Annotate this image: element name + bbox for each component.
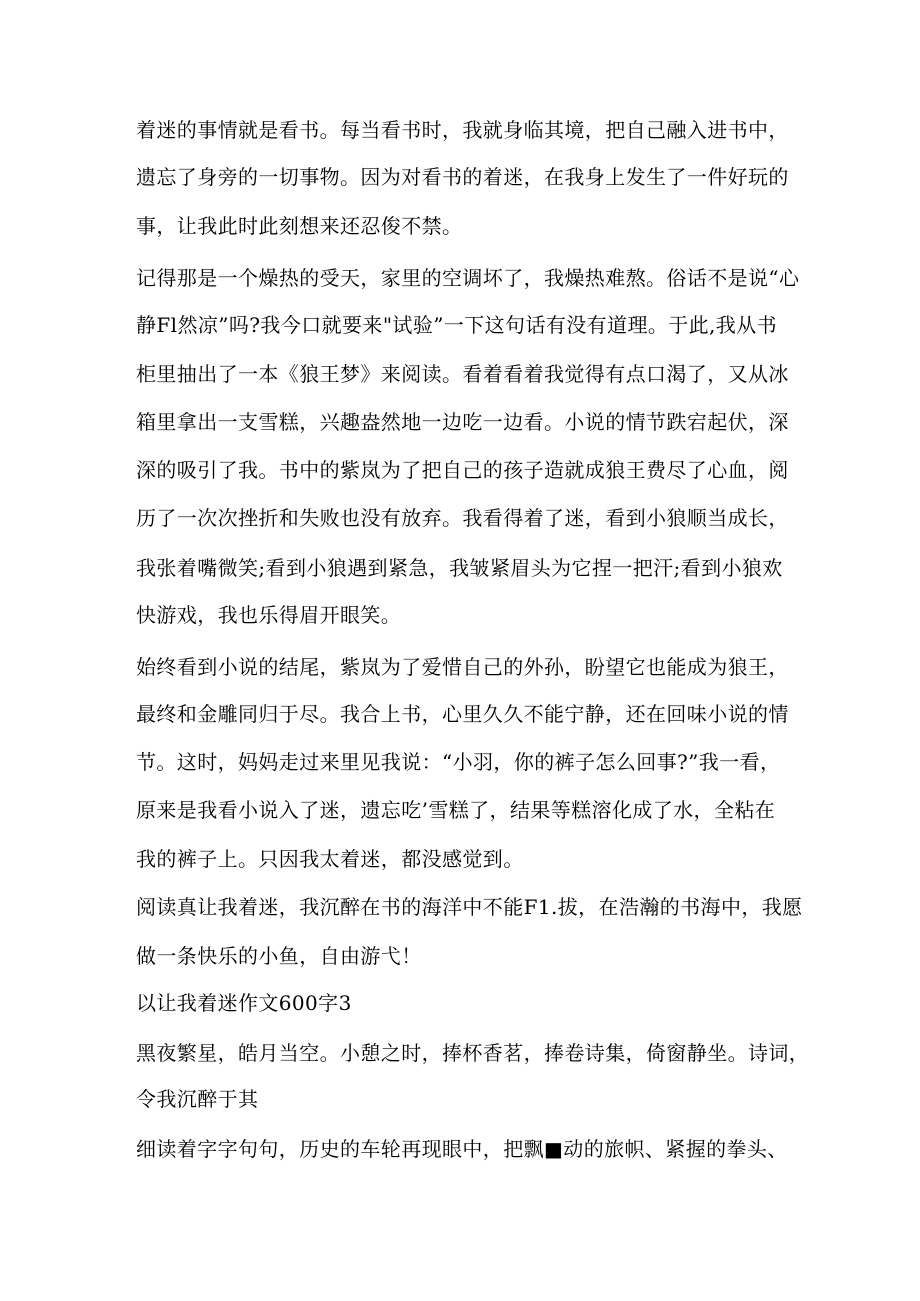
text-line-4: 记得那是一个燥热的受天，家里的空调坏了，我燥热难熬。俗话不是说“心 bbox=[136, 266, 800, 290]
text-line-22: 细读着字字句句，历史的车轮再现眼中，把飘■动的旅帜、紧握的拳头、 bbox=[136, 1137, 788, 1161]
text-line-1: 着迷的事情就是看书。每当看书时，我就身临其境，把自己融入进书中， bbox=[136, 118, 789, 142]
text-line-11: 快游戏，我也乐得眉开眼笑。 bbox=[136, 603, 402, 627]
text-line-3: 事，让我此时此刻想来还忍俊不禁。 bbox=[136, 214, 463, 238]
text-line-8: 深的吸引了我。书中的紫岚为了把自己的孩子造就成狼王费尽了心血，阅 bbox=[136, 458, 789, 482]
text-line-20: 黑夜繁星，皓月当空。小憩之时，捧杯香茗，捧卷诗集，倚窗静坐。诗词， bbox=[136, 1041, 810, 1065]
text-line-10: 我张着嘴微笑;看到小狼遇到紧急，我皱紧眉头为它捏一把汗;看到小狼欢 bbox=[136, 556, 783, 580]
text-line-15: 原来是我看小说入了迷，遗忘吃’雪糕了，结果等糕溶化成了水，全粘在 bbox=[136, 798, 776, 822]
text-line-12: 始终看到小说的结尾，紫岚为了爱惜自己的外孙，盼望它也能成为狼王， bbox=[136, 655, 789, 679]
text-line-13: 最终和金雕同归于尽。我合上书，心里久久不能宁静，还在回味小说的情 bbox=[136, 702, 789, 726]
text-line-21: 令我沉醉于其 bbox=[136, 1087, 259, 1111]
text-line-16: 我的裤子上。只因我太着迷，都没感觉到。 bbox=[136, 847, 524, 871]
text-line-18: 做一条快乐的小鱼，自由游弋！ bbox=[136, 944, 422, 968]
text-line-2: 遗忘了身旁的一切事物。因为对看书的着迷，在我身上发生了一件好玩的 bbox=[136, 165, 789, 189]
text-line-17: 阅读真让我着迷，我沉醉在书的海洋中不能F1.拔，在浩瀚的书海中，我愿 bbox=[136, 895, 803, 919]
text-line-7: 箱里拿出一支雪糕，兴趣盎然地一边吃一边看。小说的情节跌宕起伏，深 bbox=[136, 410, 789, 434]
text-line-5: 静Fl然凉”吗?我今口就要来"试验”一下这句话有没有道理。于此,我从书 bbox=[136, 313, 778, 337]
text-line-9: 历了一次次挫折和失败也没有放弃。我看得着了迷，看到小狼顺当成长， bbox=[136, 506, 789, 530]
text-line-6: 柜里抽出了一本《狼王梦》来阅读。看着看着我觉得有点口渴了，又从冰 bbox=[136, 362, 789, 386]
text-line-14: 节。这时，妈妈走过来里见我说：“小羽，你的裤子怎么回事?”我一看， bbox=[136, 750, 781, 774]
section-heading: 以让我着迷作文600字3 bbox=[136, 991, 352, 1015]
